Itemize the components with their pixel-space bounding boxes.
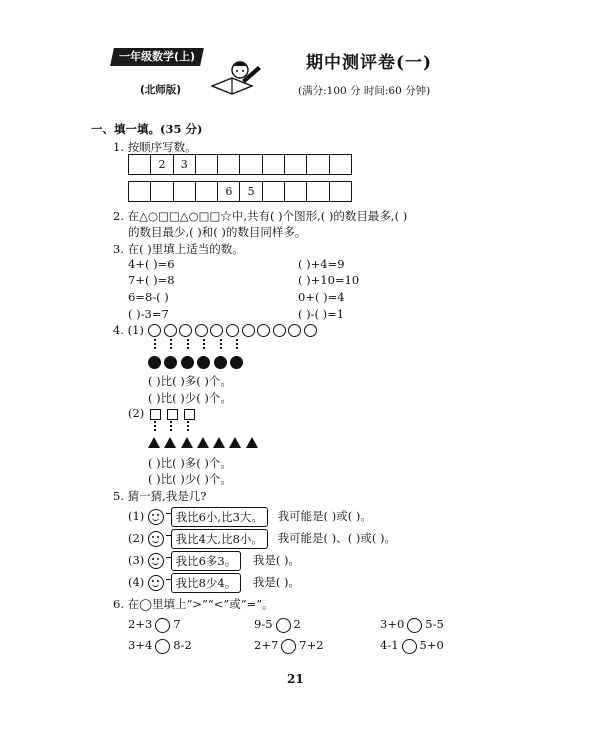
grid-cell[interactable] — [307, 155, 329, 175]
number-grid-row-2 — [128, 181, 352, 202]
grid-cell[interactable] — [129, 182, 151, 202]
q4-1-line-1: ( )比( )多( )个。 — [148, 374, 232, 388]
comparison-right: 7 — [173, 617, 181, 631]
circle-shape — [195, 324, 208, 337]
q4-2-line-2: ( )比( )少( )个。 — [148, 472, 232, 486]
grid-cell[interactable] — [307, 182, 329, 202]
grid-cell[interactable] — [129, 155, 151, 175]
circle-shape — [148, 324, 161, 337]
grid-cell[interactable] — [285, 155, 307, 175]
speech-bubble: 我比8少4。 — [171, 573, 242, 593]
q3-left-2: 7+( )=8 — [128, 273, 175, 287]
q5-answer: 我是( )。 — [252, 575, 301, 589]
triangle-shape — [181, 437, 193, 448]
comparison-right: 5+0 — [419, 638, 444, 652]
smiley-icon — [148, 553, 164, 569]
circle-shape — [164, 324, 177, 337]
comparison-left: 3+0 — [380, 617, 405, 631]
q4-label: 4. (1) — [113, 323, 144, 337]
q3-label: 3. 在( )里填上适当的数。 — [113, 242, 244, 256]
answer-circle[interactable] — [281, 639, 296, 654]
grid-cell[interactable] — [195, 182, 217, 202]
dot-shape — [148, 356, 161, 369]
matching-dots — [187, 421, 189, 433]
score-time-info: (满分:100 分 时间:60 分钟) — [298, 85, 431, 97]
grid-cell[interactable] — [173, 182, 195, 202]
matching-dots — [170, 339, 172, 351]
grid-cell[interactable] — [151, 182, 173, 202]
matching-dots — [203, 339, 205, 351]
matching-dots — [220, 339, 222, 351]
q3-right-3: 0+( )=4 — [298, 290, 345, 304]
matching-dots — [154, 421, 156, 433]
comparison-right: 7+2 — [299, 638, 324, 652]
square-shape — [184, 409, 195, 420]
comparison-left: 4-1 — [380, 638, 399, 652]
grid-cell[interactable] — [262, 155, 284, 175]
smiley-icon — [148, 575, 164, 591]
answer-circle[interactable] — [276, 618, 291, 633]
dot-shape — [214, 356, 227, 369]
comparison-left: 3+4 — [128, 638, 153, 652]
grid-cell[interactable]: 2 — [151, 155, 173, 175]
comparison-item — [254, 638, 324, 654]
triangle-shape — [164, 437, 176, 448]
dot-shape — [197, 356, 210, 369]
triangle-shape — [197, 437, 209, 448]
q5-item — [128, 507, 372, 527]
comparison-item — [380, 617, 444, 633]
q3-left-4: ( )-3=7 — [128, 307, 169, 321]
speech-bubble: 我比6多3。 — [171, 551, 242, 571]
grid-cell[interactable]: 5 — [240, 182, 262, 202]
comparison-right: 5-5 — [425, 617, 444, 631]
grid-cell[interactable] — [262, 182, 284, 202]
dot-shape — [230, 356, 243, 369]
matching-dots — [170, 421, 172, 433]
edition-label: (北师版) — [140, 84, 182, 96]
q5-answer: 我是( )。 — [252, 553, 301, 567]
speech-bubble: 我比6小,比3大。 — [171, 507, 268, 527]
circle-shape — [288, 324, 301, 337]
q5-item — [128, 573, 300, 593]
comparison-item — [254, 617, 301, 633]
q4-2-label: (2) — [128, 406, 145, 420]
comparison-right: 2 — [293, 617, 301, 631]
reading-child-illustration — [206, 56, 266, 103]
matching-dots — [187, 339, 189, 351]
q6-label: 6. 在◯里填上“>”“<”或“=”。 — [113, 597, 274, 611]
smiley-icon — [148, 509, 164, 525]
q5-answer: 我可能是( )或( )。 — [277, 509, 372, 523]
comparison-left: 2+3 — [128, 617, 153, 631]
q1-label: 1. 按顺序写数。 — [113, 140, 197, 154]
page-number: 21 — [287, 672, 304, 686]
q5-item-number: (4) — [128, 575, 145, 589]
answer-circle[interactable] — [155, 639, 170, 654]
hollow-circles-row — [148, 322, 320, 337]
circle-shape — [242, 324, 255, 337]
q5-item-number: (1) — [128, 509, 145, 523]
page-title: 期中测评卷(一) — [306, 53, 433, 73]
q3-right-1: ( )+4=9 — [298, 257, 345, 271]
comparison-left: 9-5 — [254, 617, 273, 631]
dot-shape — [181, 356, 194, 369]
comparison-item — [380, 638, 444, 654]
grade-badge: 一年级数学(上) — [110, 48, 204, 66]
circle-shape — [304, 324, 317, 337]
grid-cell[interactable] — [285, 182, 307, 202]
q2-line-1: 2. 在△○□□△○□□☆中,共有( )个图形,( )的数目最多,( ) — [113, 209, 408, 223]
circle-shape — [273, 324, 286, 337]
dot-shape — [164, 356, 177, 369]
q5-item — [128, 529, 396, 549]
grid-cell[interactable] — [195, 155, 217, 175]
matching-dots — [236, 339, 238, 351]
q5-label: 5. 猜一猜,我是几? — [113, 489, 207, 503]
square-shape — [150, 409, 161, 420]
smiley-icon — [148, 531, 164, 547]
answer-circle[interactable] — [402, 639, 417, 654]
q5-item — [128, 551, 300, 571]
circle-shape — [257, 324, 270, 337]
filled-circles-row — [148, 354, 246, 369]
triangle-shape — [246, 437, 258, 448]
circle-shape — [210, 324, 223, 337]
comparison-left: 2+7 — [254, 638, 279, 652]
number-grid-row-1 — [128, 154, 352, 175]
q3-right-4: ( )-( )=1 — [298, 307, 345, 321]
grid-cell[interactable] — [240, 155, 262, 175]
squares-row — [150, 406, 201, 420]
q5-answer: 我可能是( )、( )或( )。 — [277, 531, 396, 545]
speech-bubble: 我比4大,比8小。 — [171, 529, 268, 549]
triangle-shape — [213, 437, 225, 448]
circle-shape — [226, 324, 239, 337]
q5-item-number: (2) — [128, 531, 145, 545]
triangle-shape — [229, 437, 241, 448]
q3-right-2: ( )+10=10 — [298, 273, 360, 287]
answer-circle[interactable] — [407, 618, 422, 633]
section-heading: 一、填一填。(35 分) — [91, 122, 203, 136]
grid-cell[interactable]: 3 — [173, 155, 195, 175]
comparison-item — [128, 638, 192, 654]
q3-left-3: 6=8-( ) — [128, 290, 169, 304]
answer-circle[interactable] — [155, 618, 170, 633]
circle-shape — [179, 324, 192, 337]
grid-cell[interactable]: 6 — [218, 182, 240, 202]
q3-left-1: 4+( )=6 — [128, 257, 175, 271]
grid-cell[interactable] — [218, 155, 240, 175]
q2-line-2: 的数目最少,( )和( )的数目同样多。 — [128, 225, 307, 239]
matching-dots — [154, 339, 156, 351]
grid-cell[interactable] — [329, 182, 351, 202]
comparison-right: 8-2 — [173, 638, 192, 652]
triangle-shape — [148, 437, 160, 448]
comparison-item — [128, 617, 181, 633]
q5-item-number: (3) — [128, 553, 145, 567]
triangles-row — [148, 434, 262, 448]
square-shape — [167, 409, 178, 420]
grid-cell[interactable] — [329, 155, 351, 175]
q4-2-line-1: ( )比( )多( )个。 — [148, 456, 232, 470]
q4-1-line-2: ( )比( )少( )个。 — [148, 391, 232, 405]
